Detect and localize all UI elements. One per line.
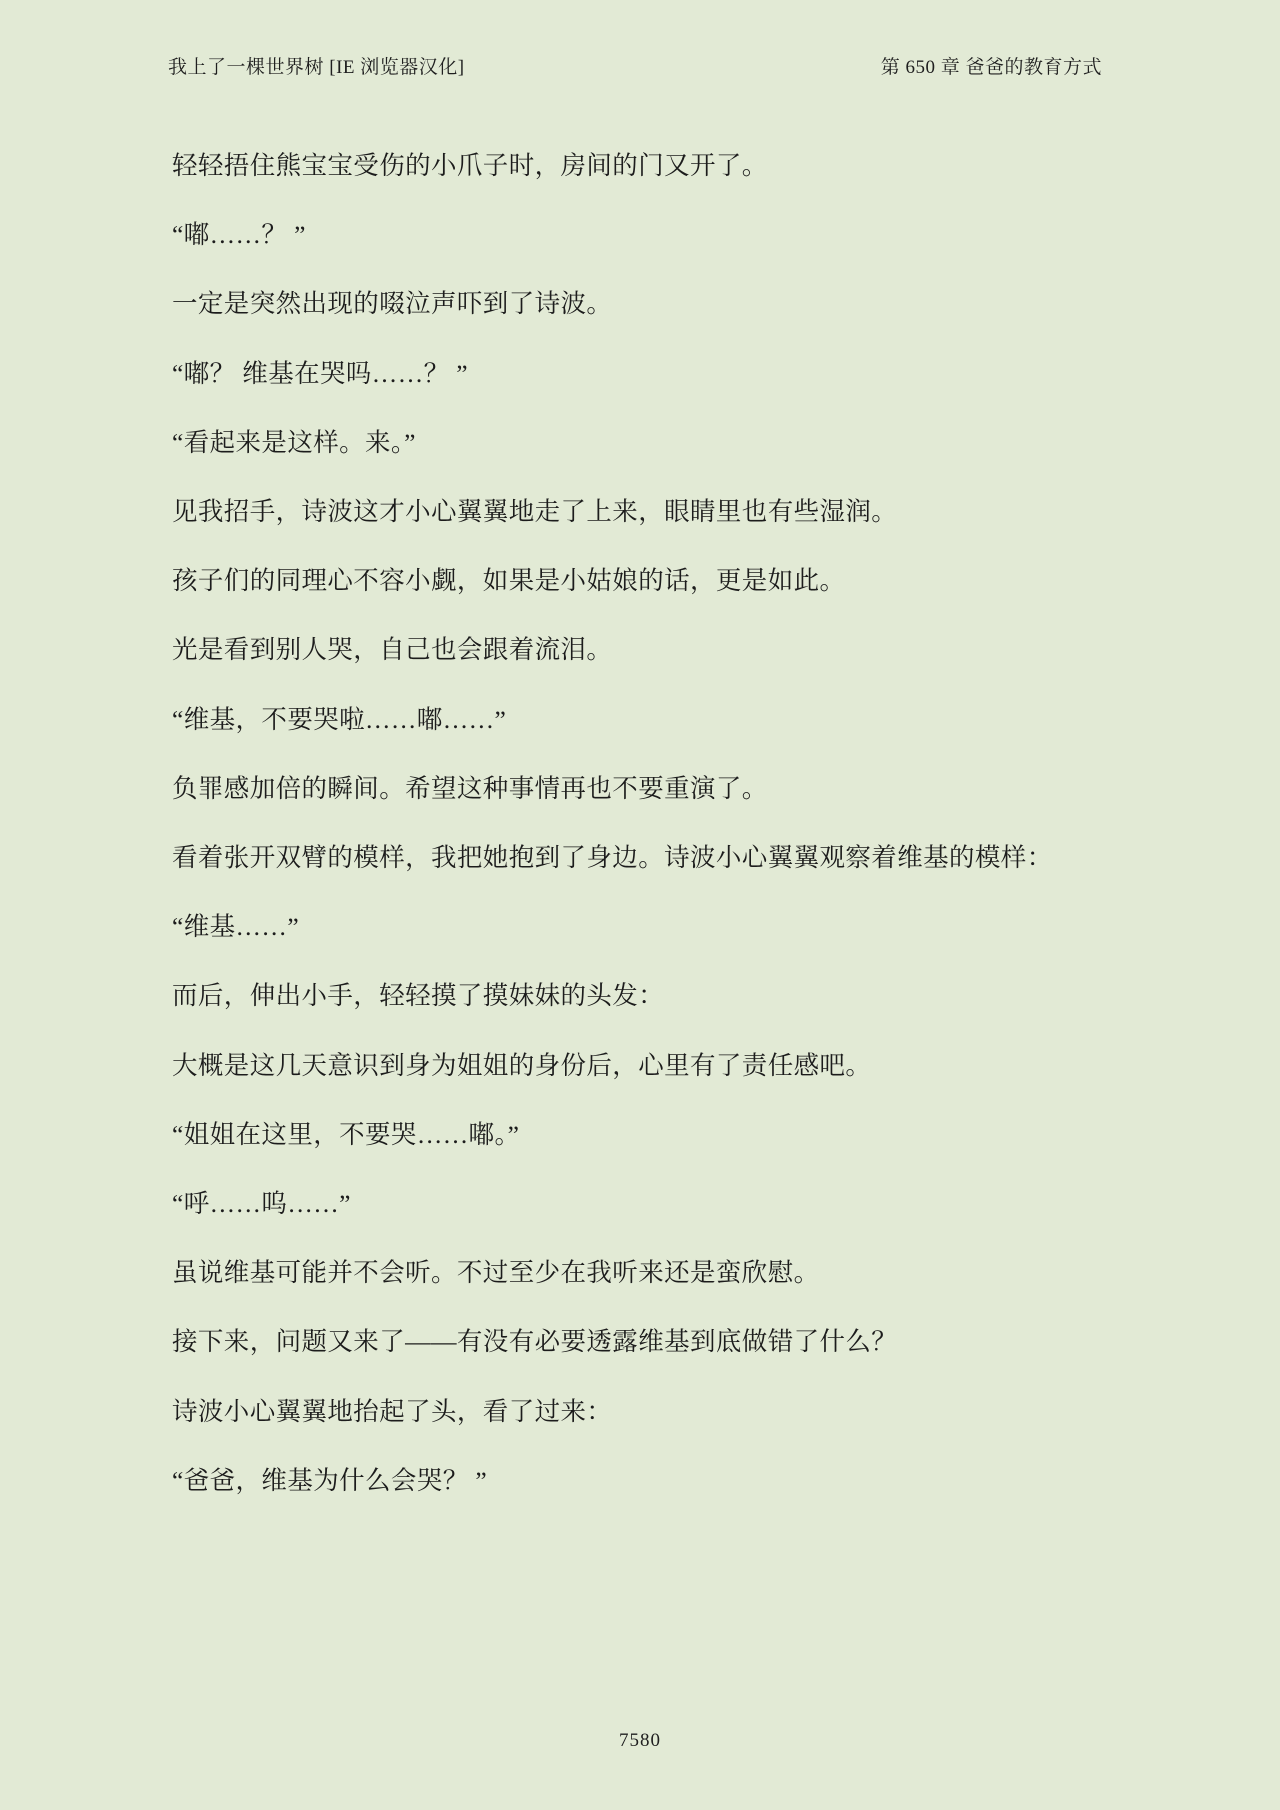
paragraph: 接下来，问题又来了——有没有必要透露维基到底做错了什么？ <box>172 1327 898 1357</box>
paragraph: “看起来是这样。来。” <box>172 427 416 457</box>
paragraph: “呼……呜……” <box>172 1189 351 1219</box>
paragraph: 看着张开双臂的模样，我把她抱到了身边。诗波小心翼翼观察着维基的模样： <box>172 843 1053 873</box>
page-number: 7580 <box>619 1730 661 1751</box>
paragraph: “姐姐在这里，不要哭……嘟。” <box>172 1119 520 1149</box>
paragraph: 大概是这几天意识到身为姐姐的身份后，心里有了责任感吧。 <box>172 1050 872 1080</box>
paragraph: 诗波小心翼翼地抬起了头，看了过来： <box>172 1396 613 1426</box>
paragraph: “嘟……？ ” <box>172 220 306 250</box>
paragraph: 光是看到别人哭，自己也会跟着流泪。 <box>172 635 613 665</box>
paragraph: “维基，不要哭啦……嘟……” <box>172 704 507 734</box>
chapter-title: 第 650 章 爸爸的教育方式 <box>880 57 1102 78</box>
book-title: 我上了一棵世界树 [IE 浏览器汉化] <box>168 57 465 78</box>
page-header <box>168 52 1112 79</box>
paragraph: 轻轻捂住熊宝宝受伤的小爪子时，房间的门又开了。 <box>172 151 768 180</box>
paragraph: 而后，伸出小手，轻轻摸了摸妹妹的头发： <box>172 981 665 1011</box>
paragraph: 孩子们的同理心不容小觑，如果是小姑娘的话，更是如此。 <box>172 566 846 596</box>
paragraph: “嘟？ 维基在哭吗……？ ” <box>172 358 468 388</box>
paragraph: “维基……” <box>172 912 300 942</box>
page-body <box>172 148 1130 1532</box>
paragraph: 一定是突然出现的啜泣声吓到了诗波。 <box>172 289 613 319</box>
paragraph: 虽说维基可能并不会听。不过至少在我听来还是蛮欣慰。 <box>172 1258 820 1288</box>
paragraph: 见我招手，诗波这才小心翼翼地走了上来，眼睛里也有些湿润。 <box>172 497 898 527</box>
paragraph: “爸爸，维基为什么会哭？ ” <box>172 1465 488 1495</box>
paragraph: 负罪感加倍的瞬间。希望这种事情再也不要重演了。 <box>172 773 768 803</box>
